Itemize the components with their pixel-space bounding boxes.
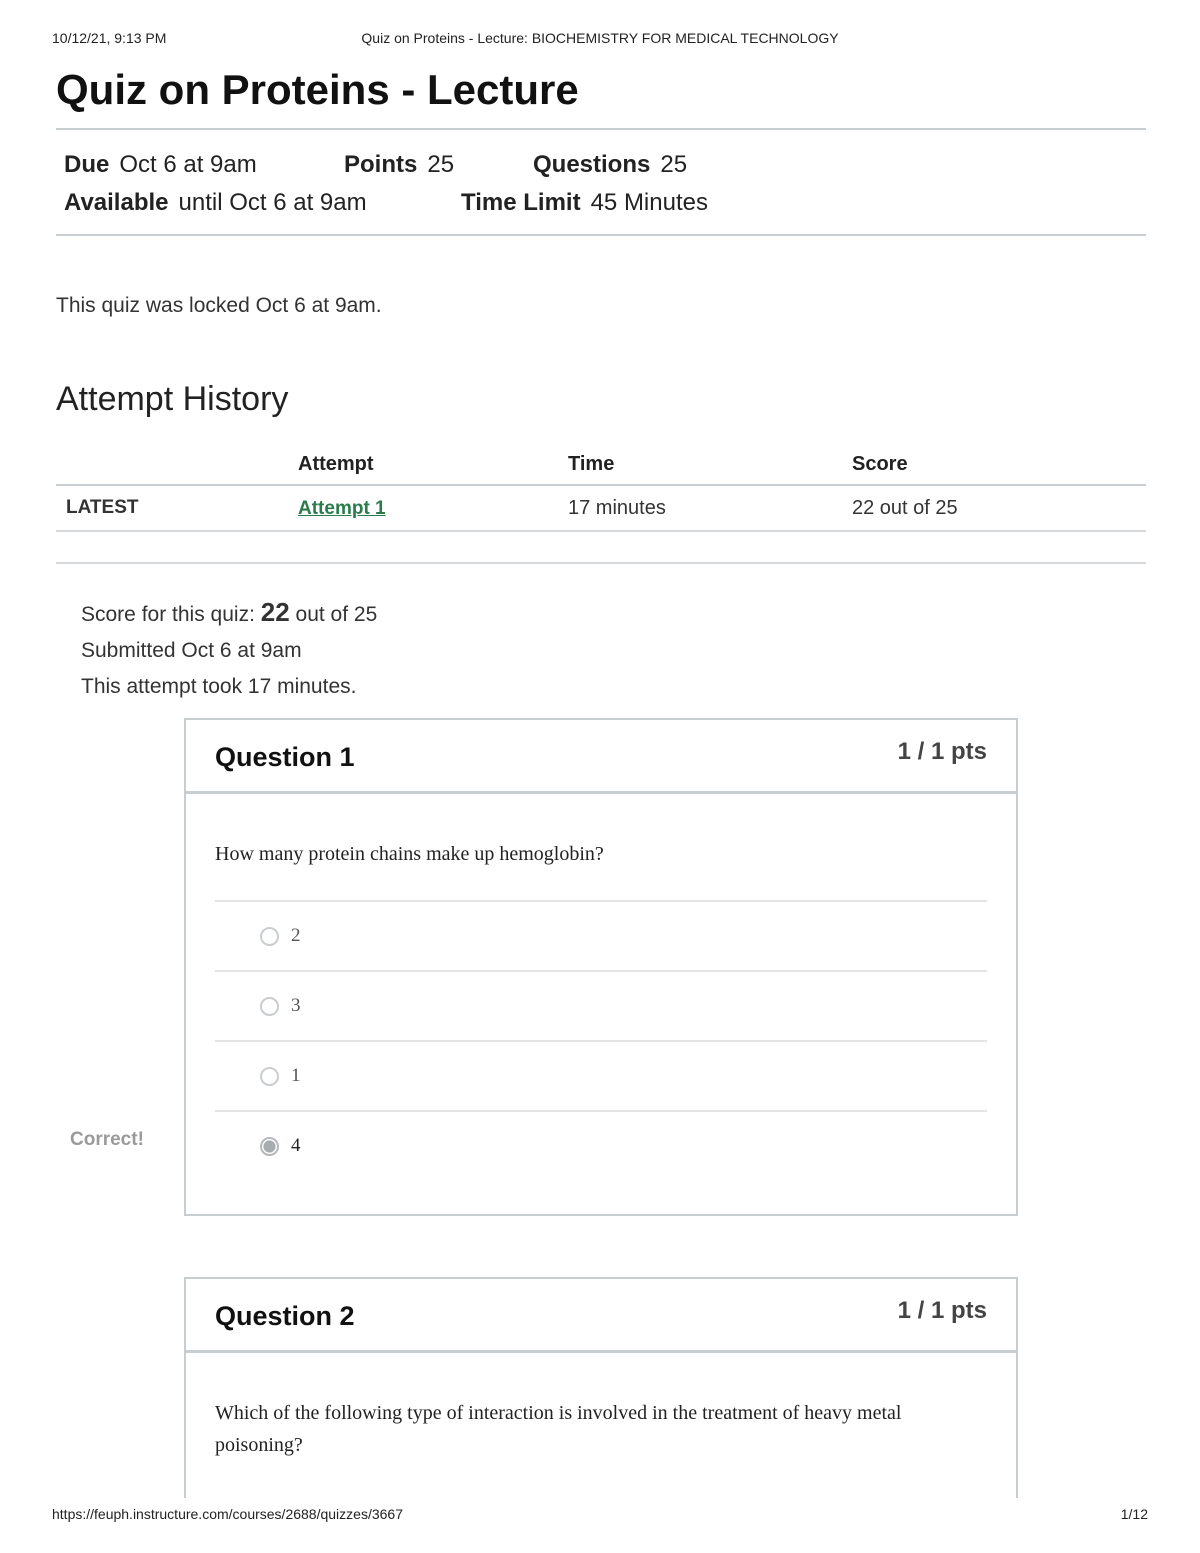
correct-feedback-flag: Correct! xyxy=(70,1129,144,1150)
answer-option[interactable] xyxy=(215,1040,987,1110)
score-suffix: out of 25 xyxy=(295,603,378,626)
page-title: Quiz on Proteins - Lecture xyxy=(56,66,579,113)
submitted-line: Submitted Oct 6 at 9am xyxy=(81,639,302,662)
question-points: 1 / 1 pts xyxy=(897,738,987,765)
question-body xyxy=(186,1353,1016,1461)
attempt-1-link[interactable]: Attempt 1 xyxy=(298,497,386,519)
quiz-content xyxy=(56,60,1146,1498)
header-score: Score xyxy=(842,445,1146,485)
document-title: Quiz on Proteins - Lecture: BIOCHEMISTRY FOR MEDICAL TECHNOLOGY xyxy=(361,30,839,46)
question-header xyxy=(186,720,1016,794)
radio-selected-icon[interactable] xyxy=(260,1137,279,1156)
question-name: Question 1 xyxy=(215,742,355,772)
radio-icon[interactable] xyxy=(260,1067,279,1086)
answer-label: 2 xyxy=(291,925,301,946)
time-limit-label: Time Limit xyxy=(461,189,581,216)
print-footer xyxy=(52,1506,1148,1524)
due-value: Oct 6 at 9am xyxy=(119,151,257,178)
page-url: https://feuph.instructure.com/courses/2688/quizzes/3667 xyxy=(52,1506,403,1522)
score-prefix: Score for this quiz: xyxy=(81,603,255,626)
header-attempt: Attempt xyxy=(288,445,558,485)
questions-value: 25 xyxy=(660,151,688,178)
answer-label: 4 xyxy=(291,1135,301,1156)
due-detail xyxy=(64,151,344,179)
score-line xyxy=(81,594,1146,633)
questions-label: Questions xyxy=(533,151,651,178)
duration-line: This attempt took 17 minutes. xyxy=(81,675,357,698)
points-label: Points xyxy=(344,151,418,178)
divider xyxy=(56,562,1146,564)
question-text: How many protein chains make up hemoglobin? xyxy=(215,843,604,865)
latest-label: LATEST xyxy=(56,485,288,531)
available-value: until Oct 6 at 9am xyxy=(178,189,367,216)
answer-option-selected[interactable] xyxy=(215,1110,987,1180)
page-number: 1/12 xyxy=(1120,1506,1148,1522)
question-1-card xyxy=(184,718,1018,1216)
answer-option[interactable] xyxy=(215,900,987,970)
answer-option[interactable] xyxy=(215,970,987,1040)
answer-list xyxy=(215,900,987,1180)
question-2-card xyxy=(184,1277,1018,1498)
locked-message: This quiz was locked Oct 6 at 9am. xyxy=(56,294,382,317)
attempt-history-table xyxy=(56,445,1146,532)
due-label: Due xyxy=(64,151,110,178)
print-header xyxy=(52,30,1148,48)
attempt-history-heading: Attempt History xyxy=(56,380,289,418)
score-value: 22 xyxy=(260,597,290,627)
score-summary xyxy=(81,594,1146,705)
points-detail xyxy=(344,151,533,179)
question-body xyxy=(186,794,1016,1214)
attempt-cell xyxy=(288,485,558,531)
time-limit-detail xyxy=(461,189,708,217)
header-time: Time xyxy=(558,445,842,485)
question-points: 1 / 1 pts xyxy=(897,1297,987,1324)
time-cell: 17 minutes xyxy=(558,485,842,531)
answer-label: 1 xyxy=(291,1065,301,1086)
question-text: Which of the following type of interaction is involved in the treatment of heavy metal poisoning? xyxy=(215,1402,902,1456)
header-blank xyxy=(56,445,288,485)
question-header xyxy=(186,1279,1016,1353)
print-date: 10/12/21, 9:13 PM xyxy=(52,30,167,46)
radio-icon[interactable] xyxy=(260,997,279,1016)
available-label: Available xyxy=(64,189,169,216)
time-limit-value: 45 Minutes xyxy=(590,189,708,216)
radio-icon[interactable] xyxy=(260,927,279,946)
answer-label: 3 xyxy=(291,995,301,1016)
table-row xyxy=(56,485,1146,531)
questions-detail xyxy=(533,151,687,179)
score-cell: 22 out of 25 xyxy=(842,485,1146,531)
table-header-row xyxy=(56,445,1146,485)
question-name: Question 2 xyxy=(215,1301,355,1331)
points-value: 25 xyxy=(427,151,455,178)
available-detail xyxy=(64,189,461,217)
quiz-details xyxy=(56,128,1146,236)
